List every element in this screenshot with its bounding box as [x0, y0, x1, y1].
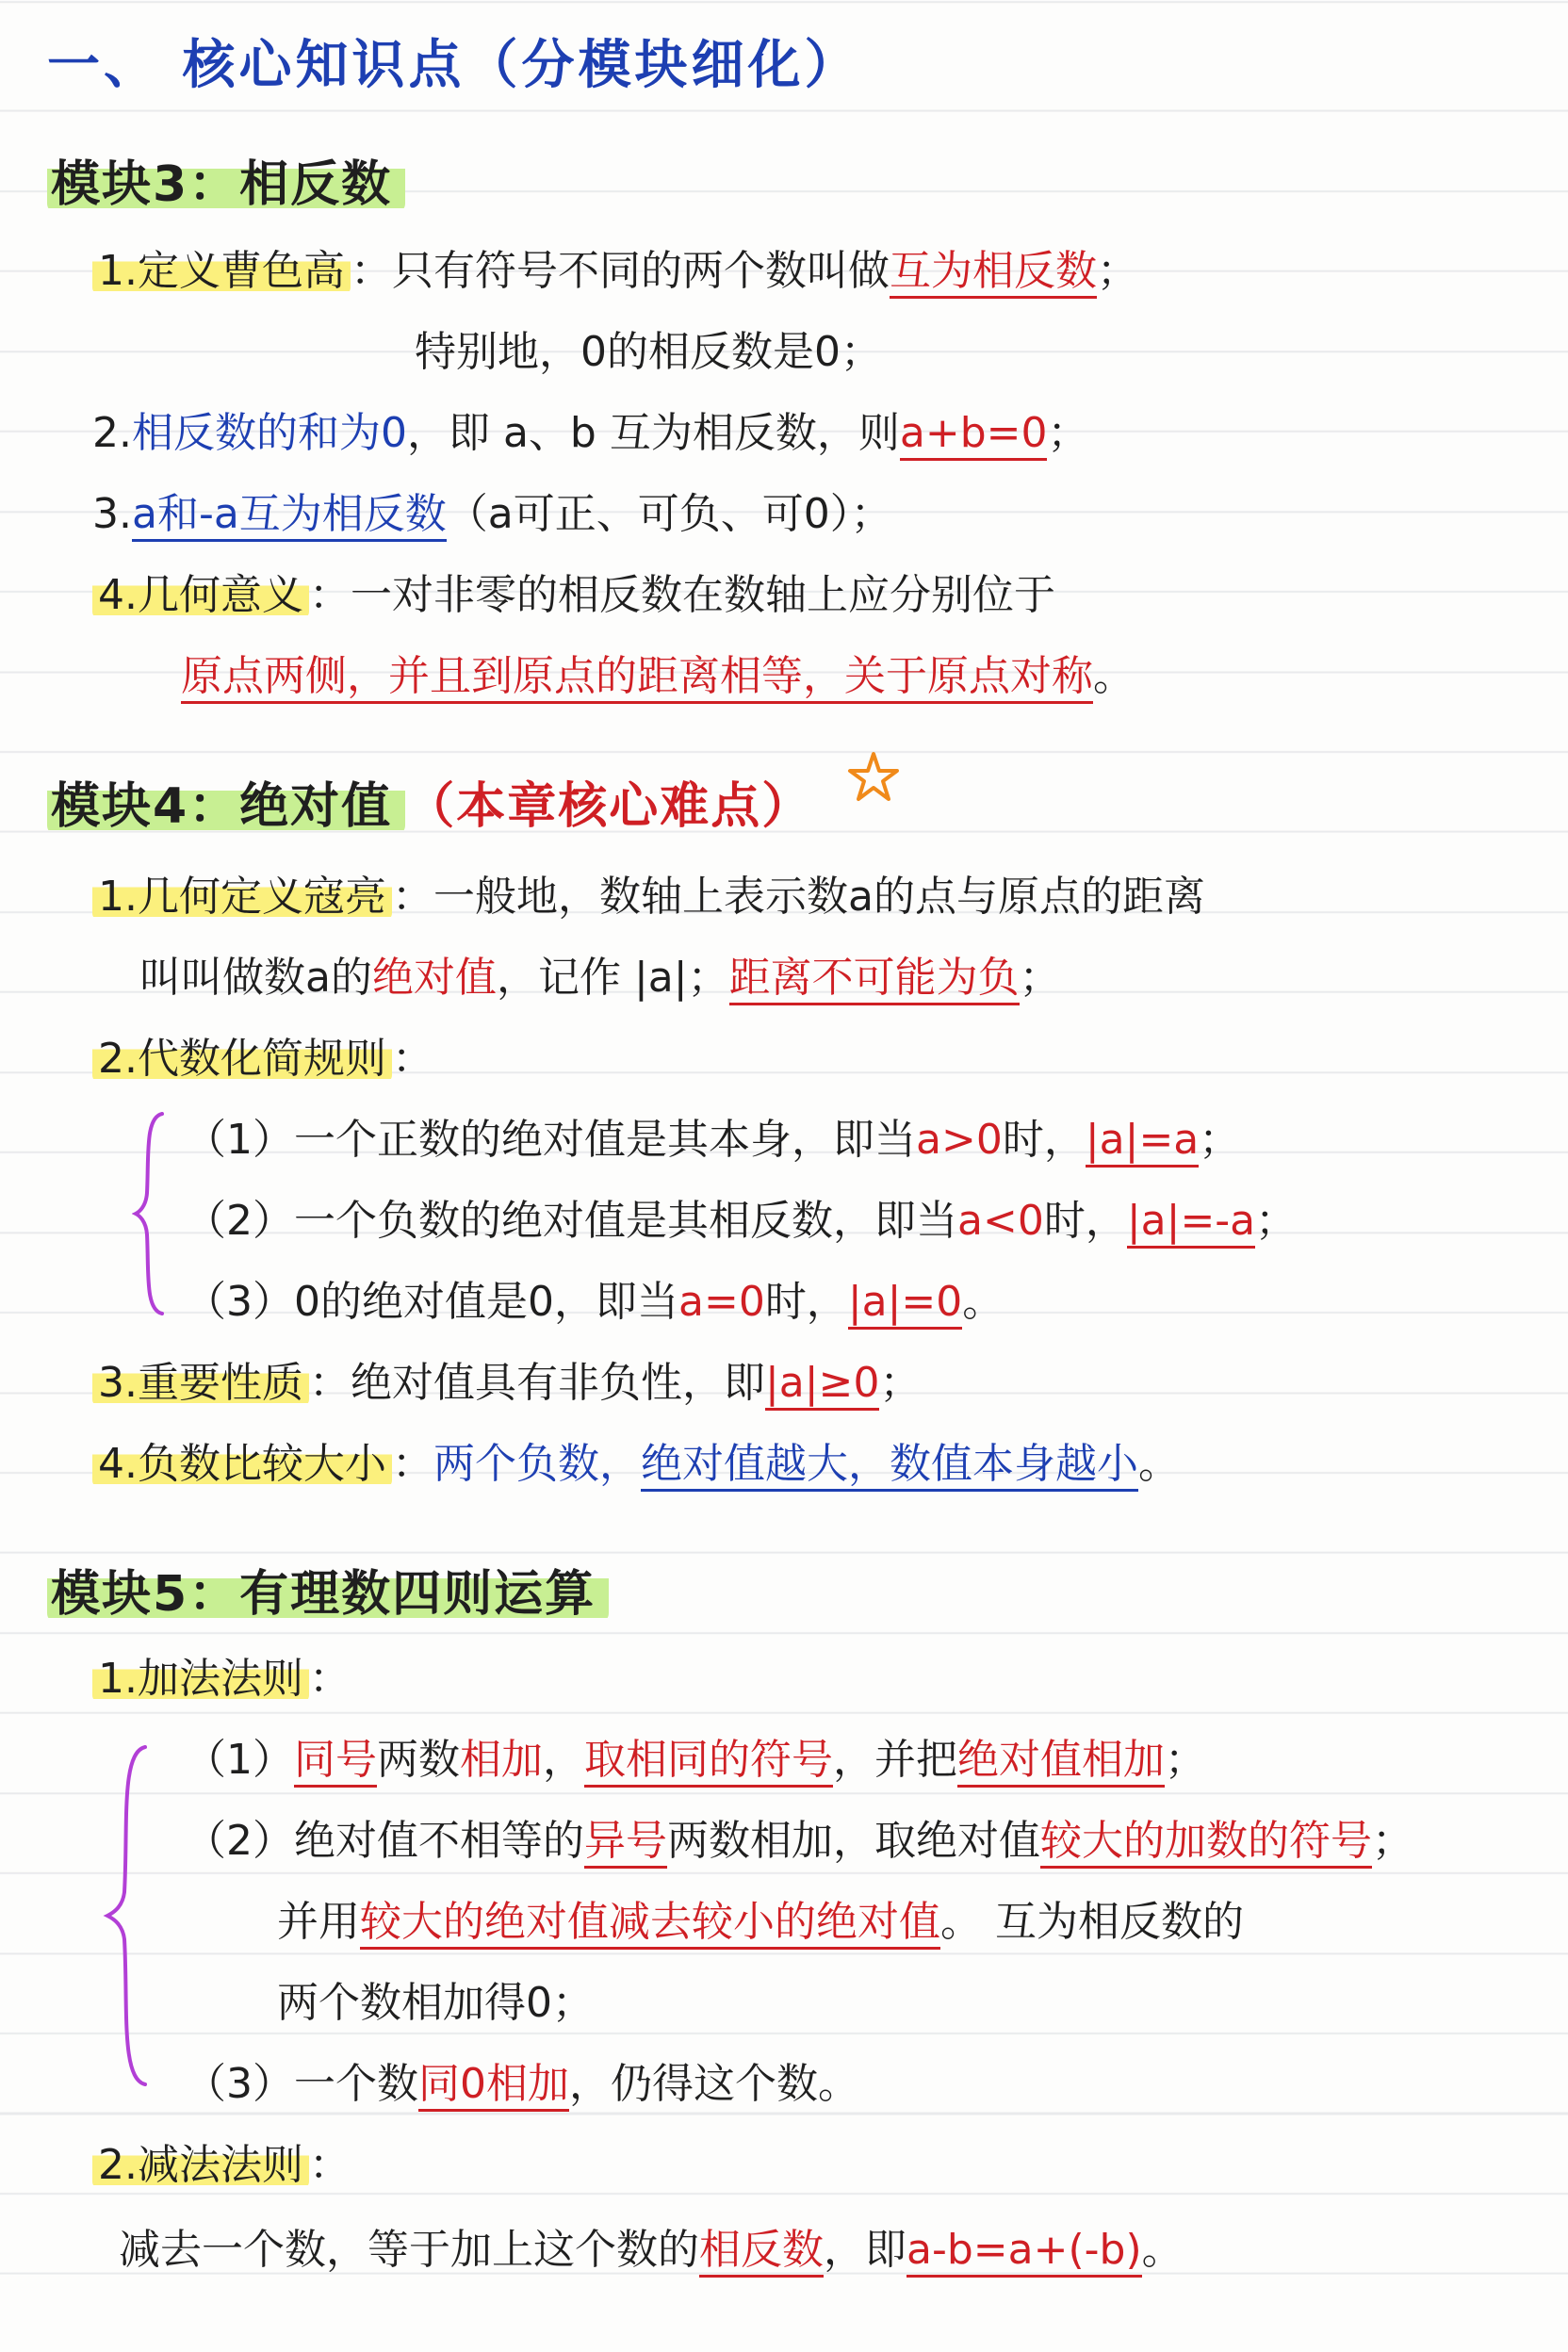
m4-l2-label: 2.代数化简规则: [92, 1035, 392, 1083]
m5-a2-end: ；: [1372, 1817, 1413, 1865]
m5-add-end: ：: [308, 1655, 351, 1703]
m3-line2: [92, 405, 1088, 462]
m4-l1b-pre: 叫叫做数a的: [139, 954, 372, 1002]
m3-line4b: [181, 648, 1135, 705]
m5-sub-label-line: [92, 2137, 351, 2194]
m4-r2-pre: （2）一个负数的绝对值是其相反数，即当: [185, 1197, 957, 1245]
m5-a1-u3: 绝对值相加: [957, 1736, 1165, 1788]
m4-l2-end: ：: [391, 1035, 433, 1083]
m4-l1-text: ：一般地，数轴上表示数a的点与原点的距离: [391, 873, 1205, 921]
m3-l4-text: ：一对非零的相反数在数轴上应分别位于: [308, 571, 1055, 619]
m3-line1b: 特别地，0的相反数是0；: [415, 328, 882, 376]
module3-heading-text: 模块3：相反数: [47, 156, 405, 213]
m4-l4-end: 。: [1137, 1440, 1180, 1488]
m5-a3-pre: （3）一个数: [185, 2060, 418, 2108]
m5-a2-t1: 两数相加，取绝对值: [667, 1817, 1040, 1865]
module5-heading-text: 模块5：有理数四则运算: [47, 1566, 609, 1623]
m4-r3-pre: （3）0的绝对值是0，即当: [185, 1278, 678, 1326]
m5-add-label-line: [92, 1651, 351, 1707]
m4-rule1: [185, 1112, 1240, 1168]
m4-r1-u: |a|=a: [1086, 1116, 1199, 1168]
m4-l4-label: 4.负数比较大小: [92, 1440, 392, 1488]
m5-a1-u1: 同号: [294, 1736, 377, 1788]
module5-heading: [47, 1566, 609, 1623]
module4-heading-red: （本章核心难点）: [405, 778, 813, 835]
m4-l1b-end: ；: [1019, 954, 1061, 1002]
module3-heading: [47, 156, 405, 213]
m4-r2-end: ；: [1255, 1197, 1298, 1245]
m4-line1: [92, 869, 1205, 925]
m3-l1-text: ：只有符号不同的两个数叫做: [350, 247, 890, 295]
m5-a3-u: 同0相加: [418, 2060, 569, 2112]
m4-line2: [92, 1031, 433, 1087]
m4-l1b-red: 绝对值: [371, 954, 497, 1002]
m3-l3-num: 3.: [92, 490, 132, 538]
module4-heading-text: 模块4：绝对值: [47, 778, 405, 835]
m4-rule2: [185, 1193, 1297, 1250]
module4-heading: [47, 778, 812, 835]
m3-l1-label: 1.定义曹色高: [92, 247, 351, 295]
m5-add-rule2c: 两个数相加得0；: [277, 1979, 594, 2027]
m3-l3-text: （a可正、可负、可0）；: [446, 490, 892, 538]
m5-sub-rule: [119, 2222, 1184, 2278]
m3-l2-num: 2.: [92, 409, 132, 457]
m3-l1-red: 互为相反数: [890, 247, 1097, 299]
m4-l3-end: ；: [879, 1359, 922, 1407]
m4-r3-red: a=0: [678, 1278, 765, 1326]
m5-add-label: 1.加法法则: [92, 1655, 309, 1703]
m3-line1: [92, 243, 1138, 300]
m4-r1-end: ；: [1199, 1116, 1241, 1164]
m5-a2b-pre: 并用: [277, 1898, 360, 1946]
m5-a2b-u: 较大的绝对值减去较小的绝对值: [360, 1898, 940, 1950]
m5-a1-t1: 两数: [377, 1736, 460, 1784]
m4-l3-label: 3.重要性质: [92, 1359, 309, 1407]
m5-s-end: 。: [1141, 2226, 1184, 2274]
m5-a2b-end: 。 互为相反数的: [940, 1898, 1244, 1946]
m4-line1b: [139, 950, 1061, 1006]
m3-l1-end: ；: [1096, 247, 1138, 295]
m3-l2-blue: 相反数的和为0: [131, 409, 407, 457]
m4-l4-text: ：: [391, 1440, 433, 1488]
m4-rule3: [185, 1274, 1004, 1331]
m5-a1-t2: ，: [543, 1736, 584, 1784]
m5-s-pre: 减去一个数，等于加上这个数的: [119, 2226, 699, 2274]
m4-l1b-mid: ，记作 |a|；: [496, 954, 729, 1002]
m3-l4-label: 4.几何意义: [92, 571, 309, 619]
m5-add-rule1: [185, 1732, 1206, 1788]
page-title: 一、 核心知识点（分模块细化）: [47, 35, 861, 96]
m4-r3-end: 。: [962, 1278, 1004, 1326]
curly-brace-icon: [102, 1741, 151, 2090]
m5-add-rule2: [185, 1813, 1413, 1870]
m5-sub-end: ：: [308, 2141, 351, 2189]
m4-r3-mid: 时，: [764, 1278, 848, 1326]
m4-l4-blue: 两个负数，: [433, 1440, 641, 1488]
m5-a2-u1: 异号: [584, 1817, 667, 1869]
m3-line3: [92, 486, 892, 543]
m3-l4b-red: 原点两侧，并且到原点的距离相等，关于原点对称: [181, 652, 1093, 704]
m3-l4b-end: 。: [1093, 652, 1135, 700]
m5-s-u2: a-b=a+(-b): [906, 2226, 1142, 2278]
m5-s-u1: 相反数: [699, 2226, 824, 2278]
m4-r1-pre: （1）一个正数的绝对值是其本身，即当: [185, 1116, 916, 1164]
m4-line3: [92, 1355, 921, 1412]
m5-add-rule2b: [277, 1894, 1244, 1951]
m4-line4: [92, 1436, 1180, 1493]
m5-a2-u2: 较大的加数的符号: [1040, 1817, 1372, 1869]
m5-a1-end: ；: [1165, 1736, 1206, 1784]
curly-brace-icon: [132, 1108, 170, 1319]
m3-l2-end: ；: [1047, 409, 1089, 457]
m5-a3-end: ，仍得这个数。: [569, 2060, 859, 2108]
m3-l2-red: a+b=0: [900, 409, 1048, 461]
m3-line4: [92, 567, 1055, 624]
m4-r3-u: |a|=0: [848, 1278, 962, 1330]
m4-l1b-red2: 距离不可能为负: [729, 954, 1020, 1005]
m4-r2-u: |a|=-a: [1127, 1197, 1255, 1249]
m3-l3-blue: a和-a互为相反数: [132, 490, 447, 542]
m4-r1-red: a>0: [916, 1116, 1003, 1164]
m5-a1-u2: 取相同的符号: [584, 1736, 833, 1788]
m5-a1-t3: ，并把: [833, 1736, 957, 1784]
m4-l3-u: |a|≥0: [765, 1359, 879, 1411]
m4-l3-text: ：绝对值具有非负性，即: [308, 1359, 765, 1407]
m5-a1-r1: 相加: [460, 1736, 543, 1784]
m5-s-mid: ，即: [824, 2226, 906, 2274]
m5-sub-label: 2.减法法则: [92, 2141, 309, 2189]
star-icon: [846, 750, 901, 805]
m3-l2-text: ，即 a、b 互为相反数，则: [406, 409, 900, 457]
m5-add-rule3: [185, 2056, 859, 2113]
m4-l4-ublue: 绝对值越大，数值本身越小: [641, 1440, 1138, 1492]
m4-r1-mid: 时，: [1002, 1116, 1086, 1164]
m4-r2-red: a<0: [957, 1197, 1044, 1245]
m5-a1-pre: （1）: [185, 1736, 294, 1784]
m4-r2-mid: 时，: [1043, 1197, 1127, 1245]
m5-a2-pre: （2）绝对值不相等的: [185, 1817, 584, 1865]
m4-l1-label: 1.几何定义寇亮: [92, 873, 392, 921]
